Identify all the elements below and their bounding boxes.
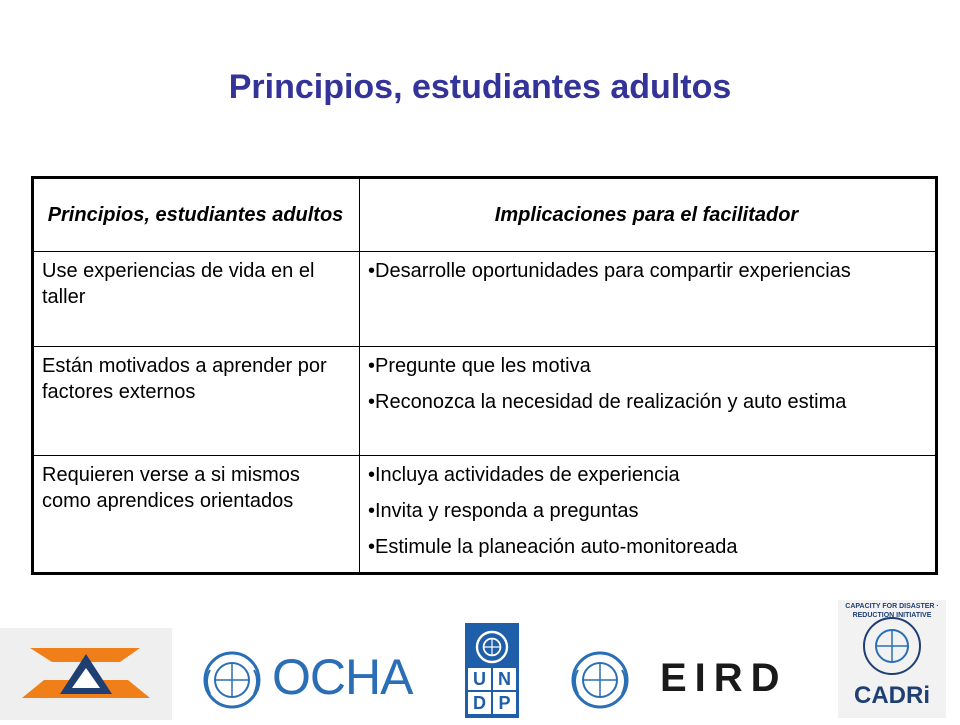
un-emblem-icon <box>202 650 262 710</box>
undp-letter: D <box>468 692 491 714</box>
principles-table <box>31 176 938 575</box>
un-emblem-icon <box>862 616 922 676</box>
eird-logo-text: EIRD <box>660 656 788 700</box>
implication-item: •Estimule la planeación auto-monitoreada <box>368 536 738 558</box>
slide-title: Principios, estudiantes adultos <box>228 68 732 106</box>
implication-item: •Desarrolle oportunidades para compartir experiencias <box>368 260 851 282</box>
ocha-logo-text: OCHA <box>272 649 413 705</box>
undp-letter: U <box>468 668 491 690</box>
civil-defense-logo <box>0 628 172 720</box>
implications-cell <box>360 456 937 574</box>
cadri-ring-text: CAPACITY FOR DISASTER · REDUCTION INITIATIVE <box>845 603 939 619</box>
implication-item: •Pregunte que les motiva <box>368 355 591 377</box>
undp-letter: N <box>493 668 516 690</box>
partner-logos <box>0 600 960 720</box>
cadri-logo <box>838 600 946 718</box>
principle-cell: Están motivados a aprender por factores externos <box>33 347 360 456</box>
table-row <box>33 456 937 574</box>
principle-cell: Use experiencias de vida en el taller <box>33 252 360 347</box>
implications-cell <box>360 252 937 347</box>
implication-item: •Incluya actividades de experiencia <box>368 464 680 486</box>
header-implications: Implicaciones para el facilitador <box>360 178 937 252</box>
header-principles: Principios, estudiantes adultos <box>33 178 360 252</box>
implications-cell <box>360 347 937 456</box>
undp-letter: P <box>493 692 516 714</box>
cadri-logo-text: CADRi <box>854 682 930 709</box>
implication-item: •Invita y responda a preguntas <box>368 500 639 522</box>
civil-defense-icon <box>0 628 172 720</box>
un-emblem-icon <box>474 629 510 665</box>
table-row <box>33 252 937 347</box>
undp-letters <box>468 668 516 714</box>
table-row <box>33 347 937 456</box>
undp-logo <box>465 623 519 718</box>
principle-cell: Requieren verse a si mismos como aprendices orientados <box>33 456 360 574</box>
un-emblem-icon <box>570 650 630 710</box>
implication-item: •Reconozca la necesidad de realización y auto estima <box>368 391 847 413</box>
table-header-row <box>33 178 937 252</box>
